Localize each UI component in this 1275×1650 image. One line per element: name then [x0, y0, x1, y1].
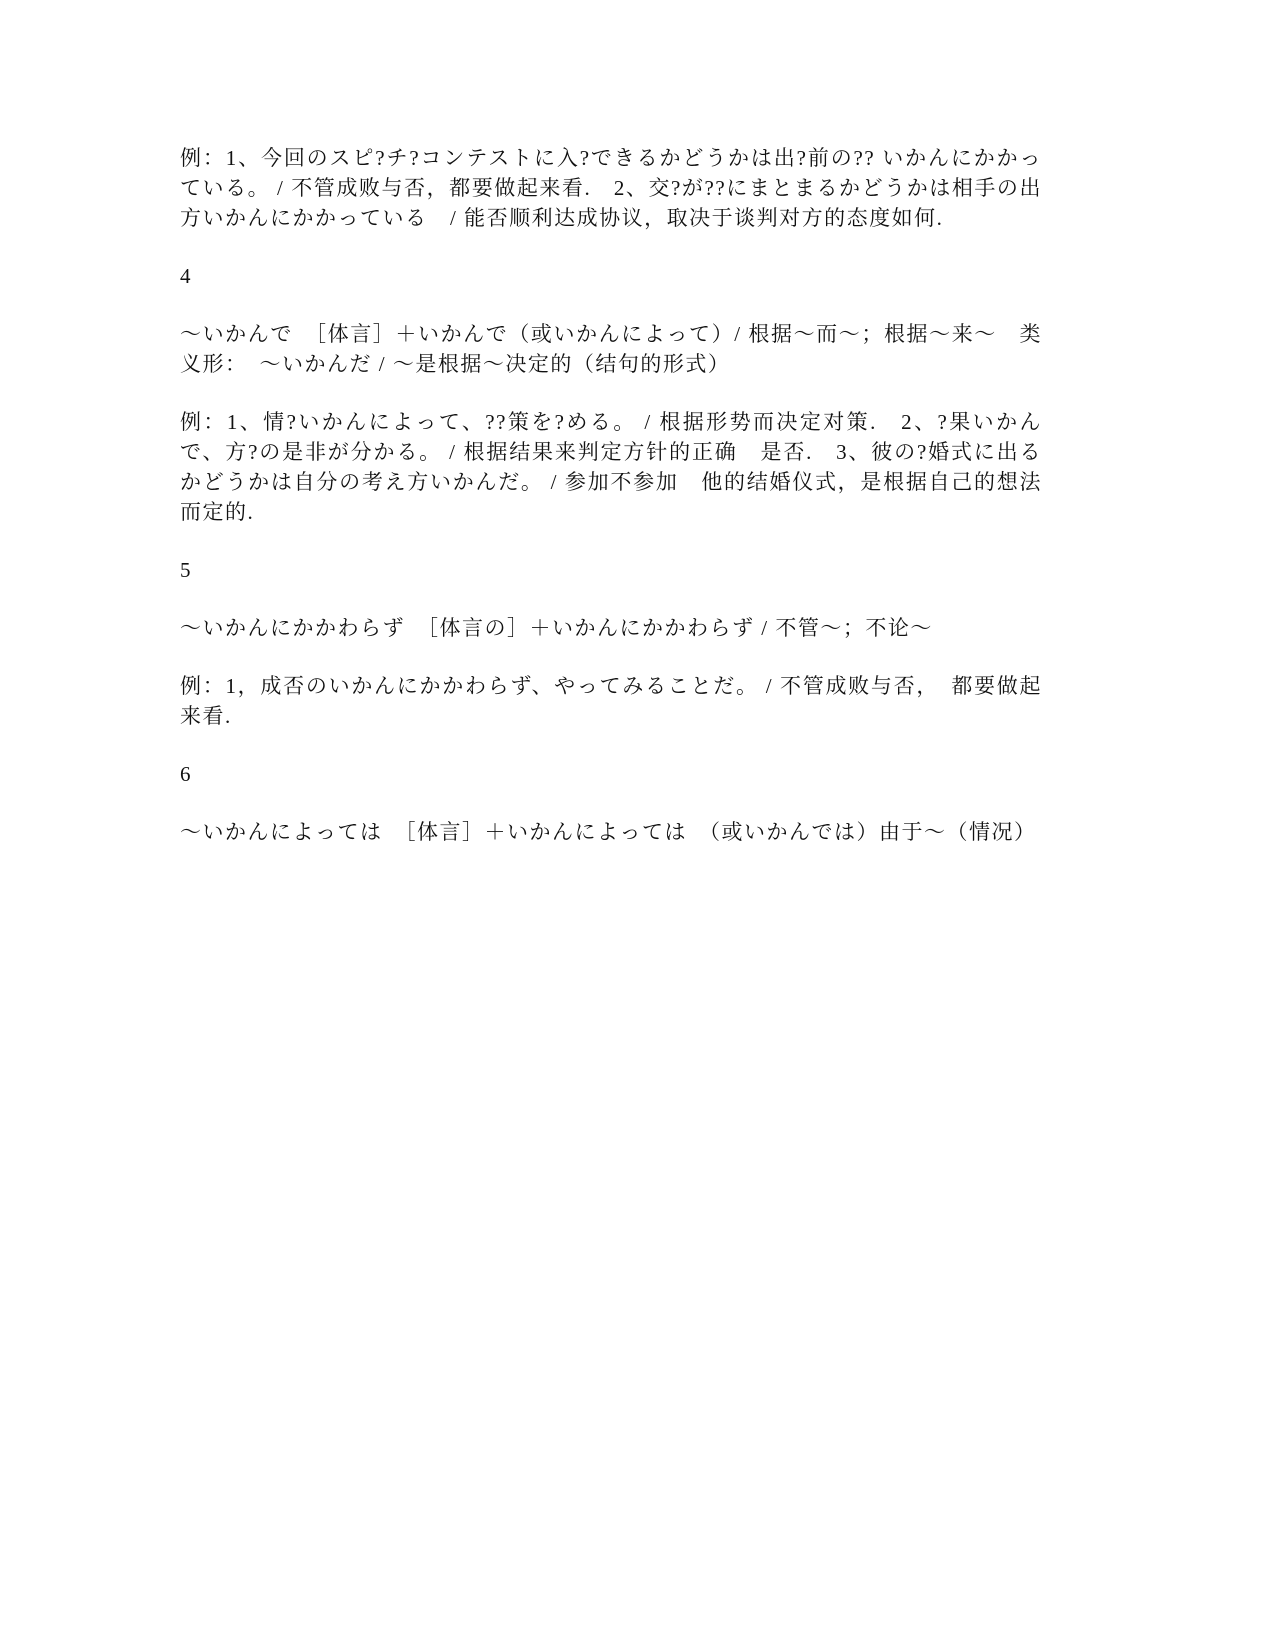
document-page	[180, 143, 1042, 875]
grammar-heading-ikanni-kakawarazu: ～いかんにかかわらず ［体言の］＋いかんにかかわらず / 不管～；不论～	[180, 616, 933, 640]
section-number-5: 5	[180, 558, 191, 582]
example-paragraph-2: 例：1、情?いかんによって、??策を?める。 / 根据形势而决定对策. 2、?果いかんで、方?の是非が分かる。 / 根据结果来判定方针的正确 是否. 3、彼の?婚式に出るかどうかは自分の考え方いかんだ。 / 参加不参加 他的结婚仪式，是根据自己的想法而定的.	[180, 410, 1042, 524]
grammar-heading-ikande: ～いかんで ［体言］＋いかんで（或いかんによって）/ 根据～而～；根据～来～ 类义形： ～いかんだ / ～是根据～决定的（结句的形式）	[180, 322, 1042, 376]
section-number-4: 4	[180, 264, 191, 288]
example-paragraph-1: 例：1、今回のスピ?チ?コンテストに入?できるかどうかは出?前の?? いかんにかかっている。 / 不管成败与否，都要做起来看. 2、交?が??にまとまるかどうかは相手の出方いかんにかかっている / 能否顺利达成协议，取决于谈判对方的态度如何.	[180, 146, 1042, 230]
grammar-heading-ikanni-yotteha: ～いかんによっては ［体言］＋いかんによっては （或いかんでは）由于～（情况）	[180, 820, 1037, 844]
section-number-6: 6	[180, 762, 191, 786]
example-paragraph-3: 例：1，成否のいかんにかかわらず、やってみることだ。 / 不管成败与否， 都要做起来看.	[180, 674, 1042, 728]
